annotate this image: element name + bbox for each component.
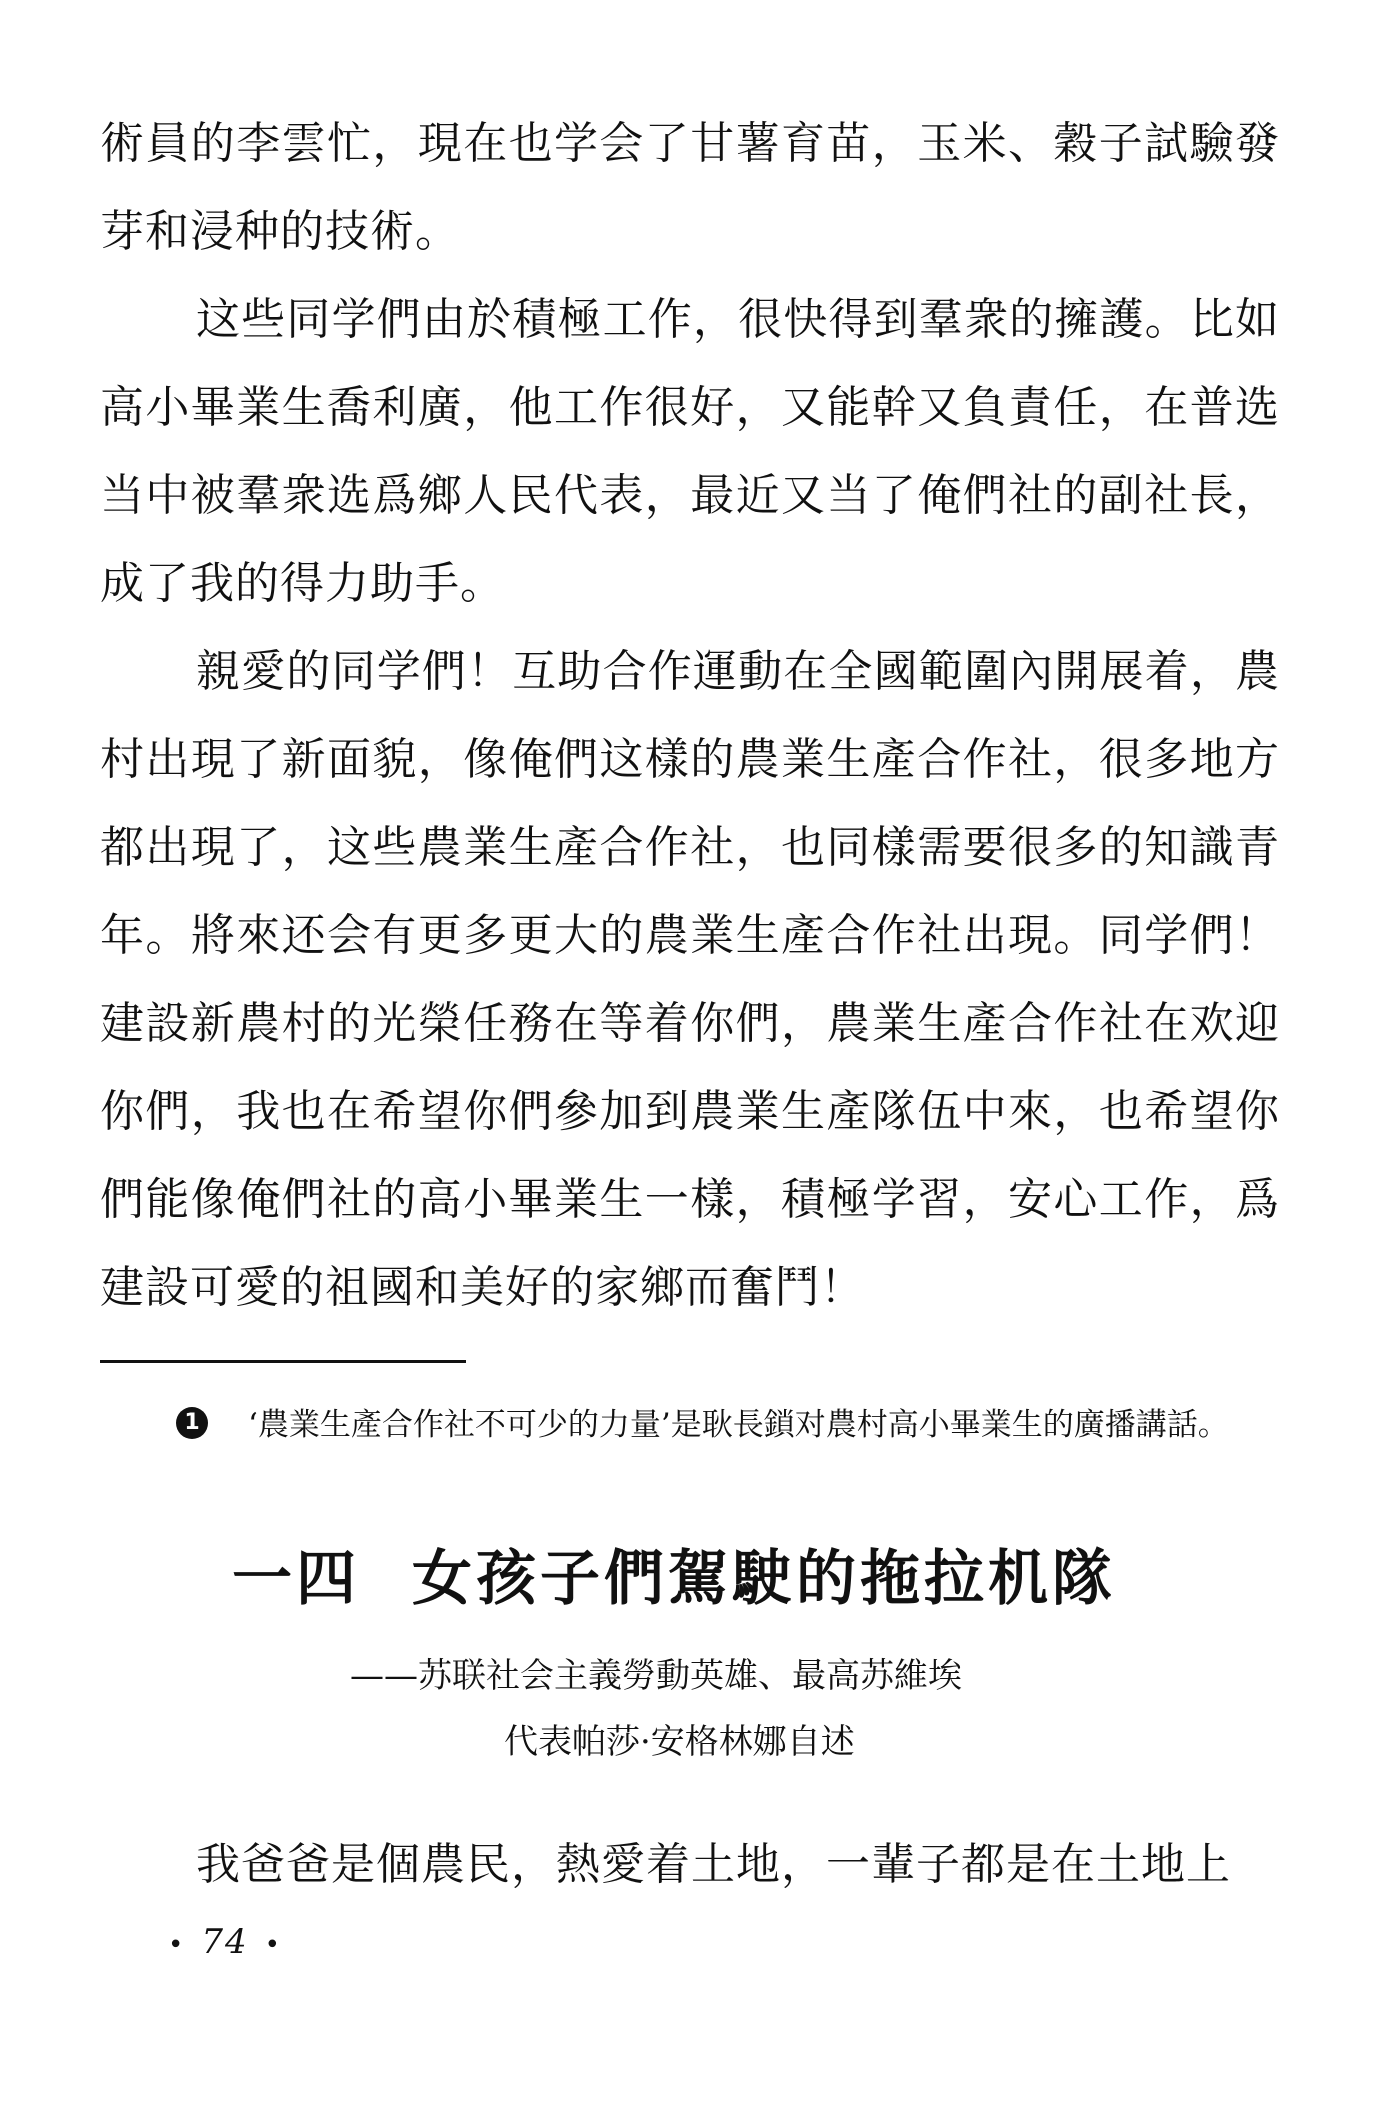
chapter-body-paragraph: 我爸爸是個農民，熱愛着土地，一輩子都是在土地上: [196, 1839, 1231, 1890]
body-paragraph-1: 術員的李雲忙，現在也学会了甘薯育苗，玉米、穀子試驗發芽和浸种的技術。: [100, 118, 1280, 257]
chapter-heading: [100, 1537, 1280, 1621]
chapter-subtitle-line-2: 代表帕莎·安格林娜自述: [504, 1722, 855, 1762]
footnote-marker-icon: 1: [176, 1407, 208, 1439]
footnote-divider: [100, 1360, 466, 1363]
body-paragraph-3: 親愛的同学們！互助合作運動在全國範圍內開展着，農村出現了新面貌，像俺們这樣的農業生產合作社，很多地方都出現了，这些農業生產合作社，也同樣需要很多的知識青年。將來还会有更多更大的農業生產合作社出現。同学們！建設新農村的光榮任務在等着你們，農業生產合作社在欢迎你們，我也在希望你們參加到農業生產隊伍中來，也希望你們能像俺們社的高小畢業生一樣，積極学習，安心工作，爲建設可愛的祖國和美好的家鄉而奮鬥！: [100, 646, 1280, 1313]
footnote: [100, 1391, 1280, 1459]
body-paragraph-2: 这些同学們由於積極工作，很快得到羣衆的擁護。比如高小畢業生喬利廣，他工作很好，又能幹又負責任，在普选当中被羣衆选爲鄉人民代表，最近又当了俺們社的副社長，成了我的得力助手。: [100, 294, 1280, 609]
chapter-number: 一四: [232, 1544, 360, 1614]
chapter-title: 女孩子們駕駛的拖拉机隊: [412, 1544, 1116, 1614]
page-number: [152, 1922, 298, 1962]
chapter-subtitle-line-1: ——苏联社会主義勞動英雄、最高苏維埃: [350, 1656, 962, 1696]
book-page: [100, 100, 1280, 1909]
chapter-subtitle: [100, 1643, 1280, 1775]
footnote-text: ‘農業生產合作社不可少的力量’是耿長鎖对農村高小畢業生的廣播講話。: [248, 1407, 1229, 1443]
page-number-dot-right-icon: •: [264, 1930, 282, 1960]
page-number-dot-left-icon: •: [168, 1930, 186, 1960]
page-number-value: 74: [201, 1922, 249, 1962]
